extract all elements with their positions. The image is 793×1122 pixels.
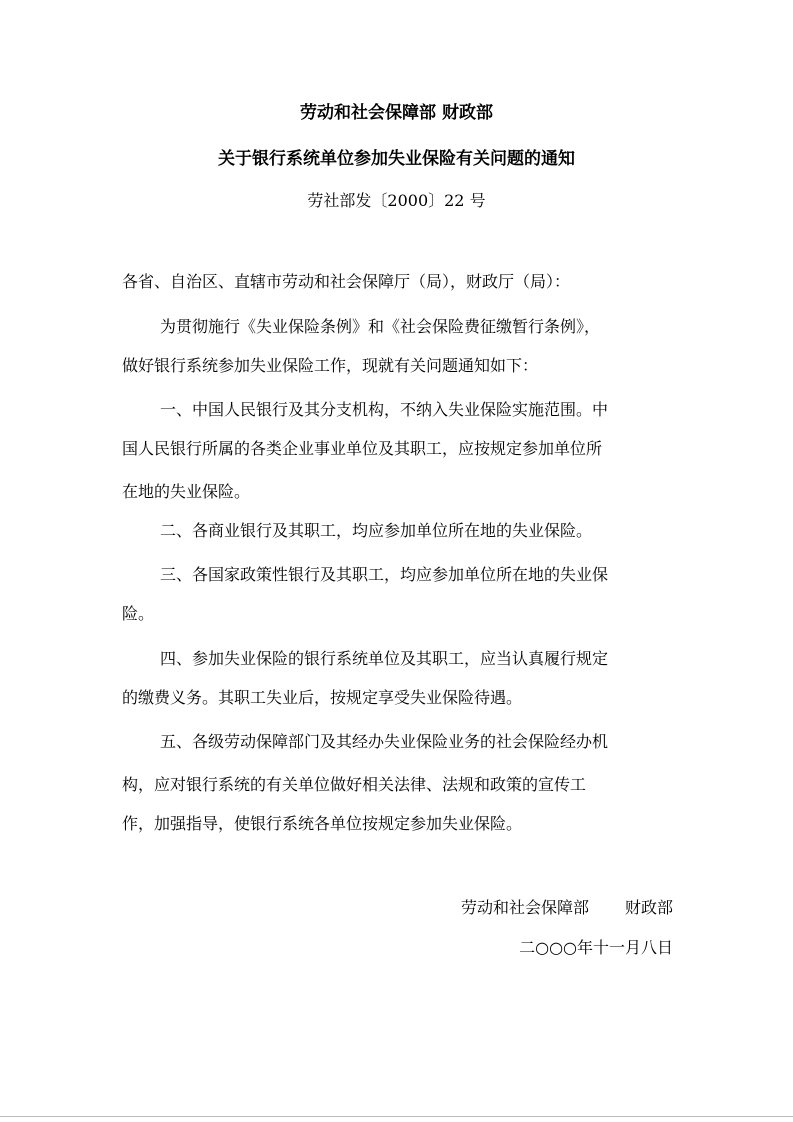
paragraph-line: 为贯彻施行《失业保险条例》和《社会保险费征缴暂行条例》，: [160, 317, 601, 336]
signature-org-2: 财政部: [624, 898, 673, 917]
paragraph-line: 四、参加失业保险的银行系统单位及其职工，应当认真履行规定: [160, 649, 609, 668]
paragraph-line: 做好银行系统参加失业保险工作，现就有关问题通知如下：: [122, 356, 539, 375]
paragraph-line: 险。: [122, 604, 155, 623]
paragraph-line: 在地的失业保险。: [122, 482, 251, 501]
page-bottom-divider: [0, 1116, 793, 1117]
signature-orgs: [461, 895, 673, 918]
signature-date: 二○○○年十一月八日: [519, 938, 673, 957]
paragraph-line: 二、各商业银行及其职工，均应参加单位所在地的失业保险。: [160, 521, 593, 540]
paragraph-line: 国人民银行所属的各类企业事业单位及其职工，应按规定参加单位所: [122, 439, 603, 458]
signature-org-1: 劳动和社会保障部: [460, 898, 589, 917]
issuer-title: 劳动和社会保障部 财政部: [300, 103, 493, 123]
paragraph-line: 作，加强指导，使银行系统各单位按规定参加失业保险。: [122, 814, 523, 833]
paragraph-line: 五、各级劳动保障部门及其经办失业保险业务的社会保险经办机: [160, 732, 609, 751]
paragraph-line: 的缴费义务。其职工失业后，按规定享受失业保险待遇。: [122, 688, 523, 707]
document-number: 劳社部发〔2000〕22 号: [307, 191, 486, 210]
paragraph-line: 一、中国人民银行及其分支机构，不纳入失业保险实施范围。中: [160, 400, 609, 419]
document-title: 关于银行系统单位参加失业保险有关问题的通知: [218, 149, 575, 169]
paragraph-line: 构，应对银行系统的有关单位做好相关法律、法规和政策的宣传工: [122, 775, 587, 794]
paragraph-line: 三、各国家政策性银行及其职工，均应参加单位所在地的失业保: [160, 565, 609, 584]
salutation: 各省、自治区、直辖市劳动和社会保障厅（局），财政厅（局）：: [122, 272, 571, 291]
